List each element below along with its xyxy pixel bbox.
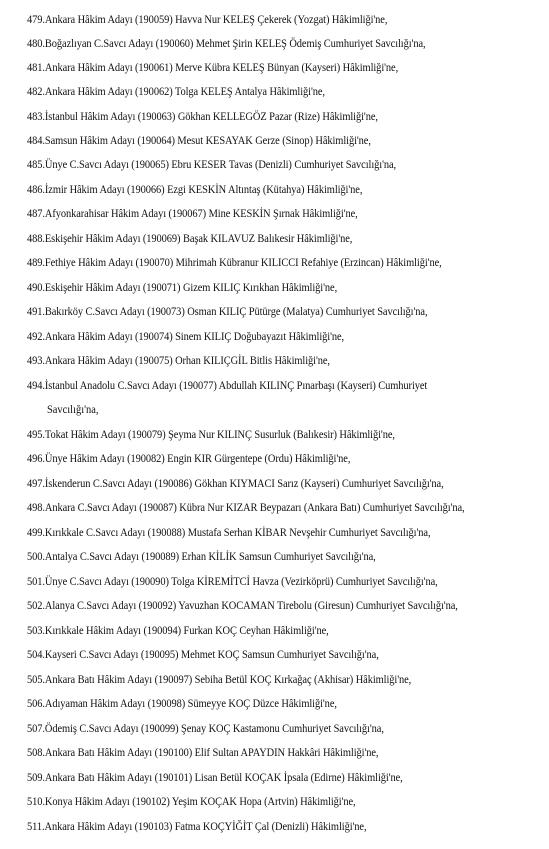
list-item <box>27 252 493 274</box>
item-text: Konya Hâkim Adayı (190102) Yeşim KOÇAK Hopa (Artvin) Hâkimliği'ne, <box>44 795 356 808</box>
item-text: Ünye Hâkim Adayı (190082) Engin KIR Gürgentepe (Ordu) Hâkimliği'ne, <box>44 452 351 465</box>
list-item <box>27 350 493 372</box>
list-item <box>27 571 493 593</box>
item-number: 510. <box>27 795 45 808</box>
item-number: 503. <box>27 624 45 637</box>
item-number: 495. <box>27 428 45 441</box>
item-number: 490. <box>27 281 45 294</box>
item-number: 479. <box>27 13 45 26</box>
list-item <box>27 473 493 495</box>
item-text: Ankara Batı Hâkim Adayı (190101) Lisan Betül KOÇAK İpsala (Edirne) Hâkimliği'ne, <box>44 771 403 784</box>
list-item <box>27 277 493 299</box>
item-text: Bakırköy C.Savcı Adayı (190073) Osman KILIÇ Pütürge (Malatya) Cumhuriyet Savcılığı'na, <box>44 305 428 318</box>
item-number: 507. <box>27 722 45 735</box>
item-text: İstanbul Hâkim Adayı (190063) Gökhan KELLEGÖZ Pazar (Rize) Hâkimliği'ne, <box>44 110 378 123</box>
list-item <box>27 742 493 764</box>
item-text: Ankara C.Savcı Adayı (190087) Kübra Nur KIZAR Beypazarı (Ankara Batı) Cumhuriyet Savcılığı'na, <box>44 501 465 514</box>
list-item <box>27 816 493 838</box>
list-item <box>27 301 493 323</box>
list-item <box>27 718 493 740</box>
item-text: Ankara Hâkim Adayı (190062) Tolga KELEŞ Antalya Hâkimliği'ne, <box>44 85 325 98</box>
item-text: Kırıkkale Hâkim Adayı (190094) Furkan KOÇ Ceyhan Hâkimliği'ne, <box>44 624 329 637</box>
item-number: 499. <box>27 526 45 539</box>
item-text: Samsun Hâkim Adayı (190064) Mesut KESAYAK Gerze (Sinop) Hâkimliği'ne, <box>44 134 371 147</box>
item-text: İstanbul Anadolu C.Savcı Adayı (190077) Abdullah KILINÇ Pınarbaşı (Kayseri) Cumhuriyet <box>44 379 428 392</box>
item-number: 486. <box>27 183 45 196</box>
list-item <box>27 179 493 201</box>
list-item <box>27 9 493 31</box>
list-item <box>27 106 493 128</box>
item-text: Ankara Hâkim Adayı (190103) Fatma KOÇYİĞİT Çal (Denizli) Hâkimliği'ne, <box>44 820 367 833</box>
list-item <box>27 448 493 470</box>
item-number: 496. <box>27 452 45 465</box>
item-text: İskenderun C.Savcı Adayı (190086) Gökhan KIYMACI Sarız (Kayseri) Cumhuriyet Savcılığı'na, <box>44 477 444 490</box>
item-text: Boğazlıyan C.Savcı Adayı (190060) Mehmet Şirin KELEŞ Ödemiş Cumhuriyet Savcılığı'na, <box>44 37 426 50</box>
item-text: Ödemiş C.Savcı Adayı (190099) Şenay KOÇ Kastamonu Cumhuriyet Savcılığı'na, <box>44 722 384 735</box>
list-item <box>27 620 493 642</box>
item-number: 489. <box>27 256 45 269</box>
item-number: 492. <box>27 330 45 343</box>
item-text: Adıyaman Hâkim Adayı (190098) Sümeyye KOÇ Düzce Hâkimliği'ne, <box>44 697 337 710</box>
list-item <box>27 424 493 446</box>
list-item <box>27 522 493 544</box>
item-number: 508. <box>27 746 45 759</box>
item-text: Ankara Hâkim Adayı (190059) Havva Nur KELEŞ Çekerek (Yozgat) Hâkimliği'ne, <box>44 13 388 26</box>
item-text-continuation: Savcılığı'na, <box>47 403 99 416</box>
list-item <box>27 154 493 176</box>
item-text: Ünye C.Savcı Adayı (190065) Ebru KESER Tavas (Denizli) Cumhuriyet Savcılığı'na, <box>44 158 397 171</box>
item-number: 509. <box>27 771 45 784</box>
item-number: 504. <box>27 648 45 661</box>
item-number: 483. <box>27 110 45 123</box>
item-number: 498. <box>27 501 45 514</box>
list-item <box>27 326 493 348</box>
item-text: Ankara Batı Hâkim Adayı (190100) Elif Sultan APAYDIN Hakkâri Hâkimliği'ne, <box>44 746 379 759</box>
list-item <box>27 546 493 568</box>
item-number: 481. <box>27 61 45 74</box>
item-text: Kırıkkale C.Savcı Adayı (190088) Mustafa Serhan KİBAR Nevşehir Cumhuriyet Savcılığı'na, <box>44 526 431 539</box>
item-text: Eskişehir Hâkim Adayı (190071) Gizem KILIÇ Kırıkhan Hâkimliği'ne, <box>44 281 338 294</box>
item-text: Afyonkarahisar Hâkim Adayı (190067) Mine KESKİN Şırnak Hâkimliği'ne, <box>44 207 358 220</box>
list-item <box>27 130 493 152</box>
item-text: Kayseri C.Savcı Adayı (190095) Mehmet KOÇ Samsun Cumhuriyet Savcılığı'na, <box>44 648 379 661</box>
item-text: Fethiye Hâkim Adayı (190070) Mihrimah Kübranur KILICCI Refahiye (Erzincan) Hâkimliği'ne, <box>44 256 442 269</box>
list-item <box>27 33 493 55</box>
list-item <box>27 203 493 225</box>
item-number: 480. <box>27 37 45 50</box>
item-number: 506. <box>27 697 45 710</box>
item-text: Alanya C.Savcı Adayı (190092) Yavuzhan KOCAMAN Tirebolu (Giresun) Cumhuriyet Savcılığı'na, <box>44 599 458 612</box>
item-number: 488. <box>27 232 45 245</box>
item-number: 494. <box>27 379 45 392</box>
item-number: 491. <box>27 305 45 318</box>
item-text: Antalya C.Savcı Adayı (190089) Erhan KİLİK Samsun Cumhuriyet Savcılığı'na, <box>44 550 376 563</box>
item-number: 497. <box>27 477 45 490</box>
item-text: Ünye C.Savcı Adayı (190090) Tolga KİREMİTCİ Havza (Vezirköprü) Cumhuriyet Savcılığı'na, <box>44 575 438 588</box>
list-item <box>27 791 493 813</box>
item-number: 511. <box>27 820 45 833</box>
item-number: 505. <box>27 673 45 686</box>
list-item <box>27 228 493 250</box>
item-number: 501. <box>27 575 45 588</box>
item-text: Ankara Hâkim Adayı (190074) Sinem KILIÇ Doğubayazıt Hâkimliği'ne, <box>44 330 345 343</box>
item-number: 500. <box>27 550 45 563</box>
item-number: 493. <box>27 354 45 367</box>
item-number: 485. <box>27 158 45 171</box>
list-item <box>27 767 493 789</box>
list-item <box>27 644 493 666</box>
item-number: 482. <box>27 85 45 98</box>
item-number: 502. <box>27 599 45 612</box>
item-text: İzmir Hâkim Adayı (190066) Ezgi KESKİN Altıntaş (Kütahya) Hâkimliği'ne, <box>44 183 363 196</box>
list-item <box>27 669 493 691</box>
list-item <box>27 595 493 617</box>
item-text: Tokat Hâkim Adayı (190079) Şeyma Nur KILINÇ Susurluk (Balıkesir) Hâkimliği'ne, <box>44 428 395 441</box>
list-item <box>27 81 493 103</box>
item-text: Eskişehir Hâkim Adayı (190069) Başak KILAVUZ Balıkesir Hâkimliği'ne, <box>44 232 353 245</box>
item-text: Ankara Batı Hâkim Adayı (190097) Sebiha Betül KOÇ Kırkağaç (Akhisar) Hâkimliği'ne, <box>44 673 412 686</box>
list-item <box>27 57 493 79</box>
item-number: 487. <box>27 207 45 220</box>
item-number: 484. <box>27 134 45 147</box>
list-item <box>27 497 493 519</box>
list-item <box>27 693 493 715</box>
item-text: Ankara Hâkim Adayı (190075) Orhan KILIÇGİL Bitlis Hâkimliği'ne, <box>44 354 330 367</box>
list-item <box>27 375 493 397</box>
item-text: Ankara Hâkim Adayı (190061) Merve Kübra KELEŞ Bünyan (Kayseri) Hâkimliği'ne, <box>44 61 399 74</box>
